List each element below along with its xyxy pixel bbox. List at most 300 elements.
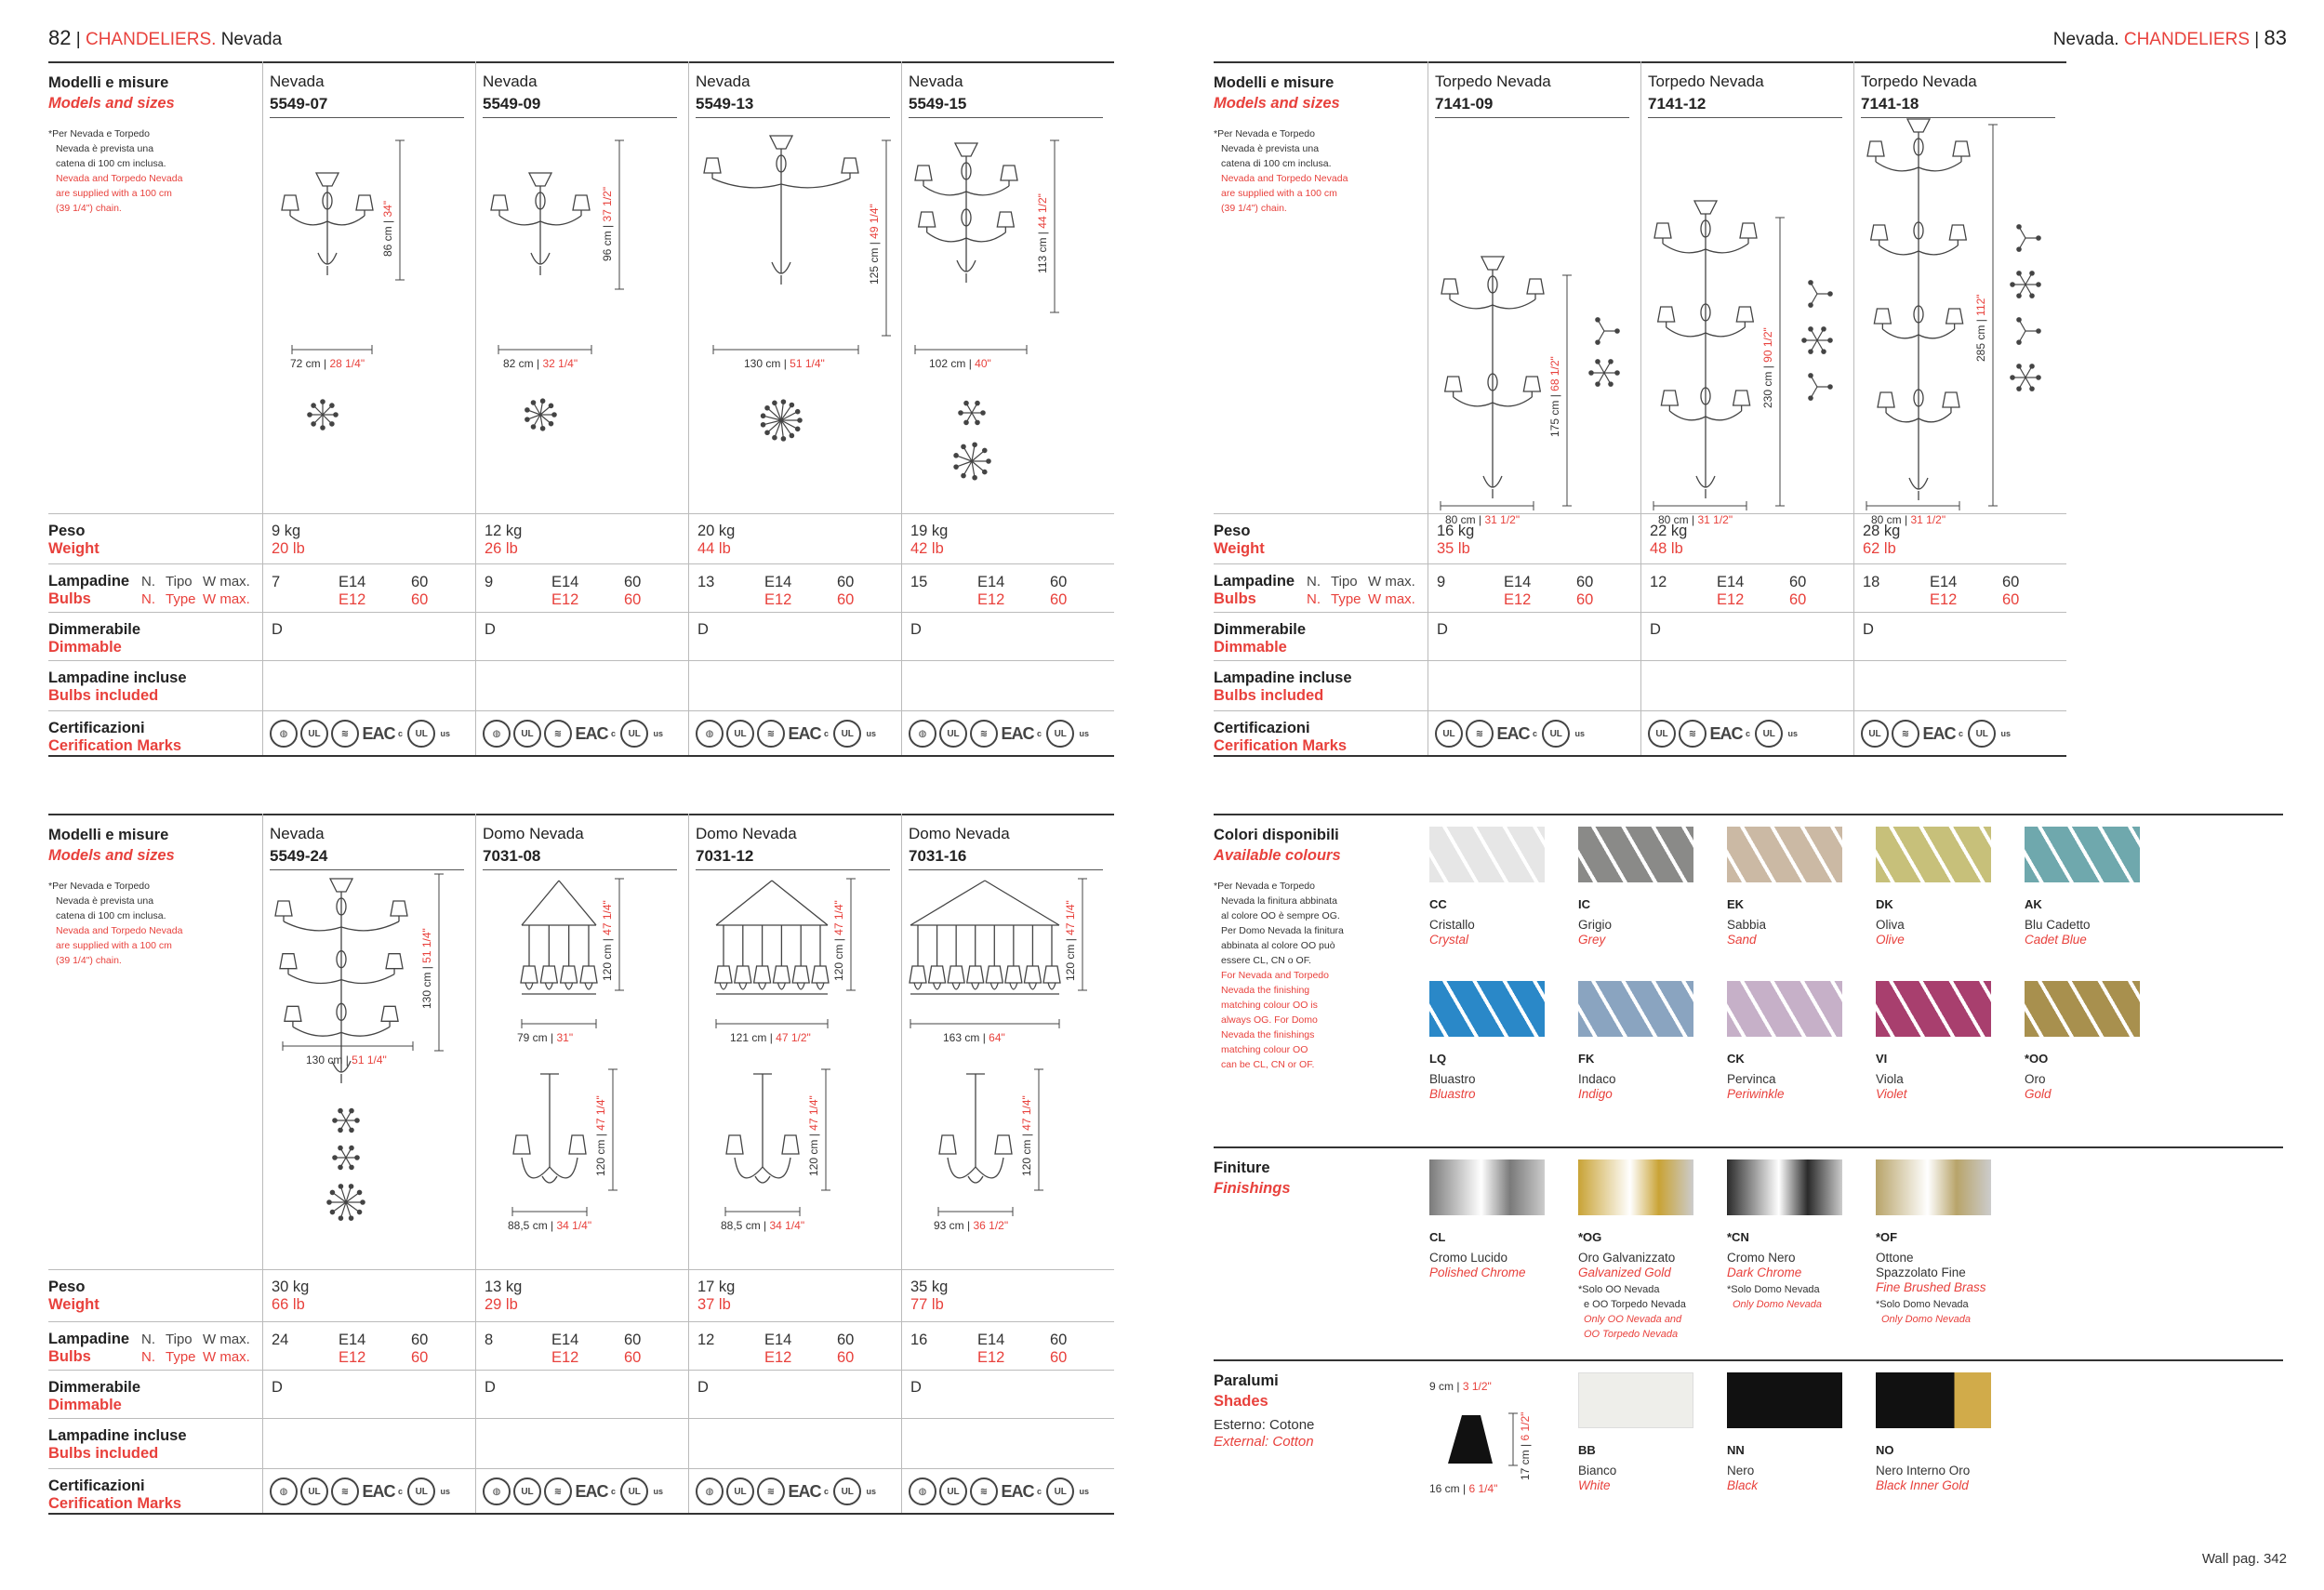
weight-kg: 20 kg	[697, 523, 736, 539]
finish-note-en: Only Domo Nevada	[1881, 1314, 1971, 1325]
bulbs-count: 9	[485, 574, 494, 590]
dimension-width	[517, 1031, 573, 1044]
dim-sep: |	[547, 1031, 557, 1044]
weight-kg: 19 kg	[910, 523, 949, 539]
cul-ul: UL	[833, 1477, 861, 1505]
dimension-height	[1036, 193, 1049, 273]
weight-label-it: Peso	[48, 1279, 86, 1295]
bulbs-type-en: E12	[977, 1349, 1005, 1366]
bulbs-included-label-en: Bulbs included	[48, 1445, 159, 1462]
bulbs-header-bulbs_tipo_it: Tipo	[1331, 574, 1358, 590]
table-row-rule	[48, 660, 1114, 661]
ul-mark-icon: UL	[513, 720, 541, 748]
bulbs-header-bulbs_tipo_it: Tipo	[166, 574, 193, 590]
saa-mark-icon: ◍	[270, 720, 298, 748]
model-name: Torpedo Nevada	[1435, 73, 1551, 90]
weight-lb: 62 lb	[1863, 540, 1896, 557]
chain-note-en-line: Nevada and Torpedo Nevada	[56, 173, 183, 184]
finish-name-it: Cromo Nero	[1727, 1251, 1796, 1265]
colour-code: *OO	[2025, 1052, 2049, 1066]
colour-name-it: Sabbia	[1727, 918, 1767, 932]
eac-mark-icon: EAC	[1709, 723, 1743, 743]
bulbs-type-it: E14	[551, 1332, 579, 1348]
saa-mark-icon: ◍	[696, 1477, 724, 1505]
cul-ul: UL	[620, 720, 648, 748]
colour-name-en: Olive	[1876, 933, 1905, 947]
ul-mark-icon: UL	[726, 720, 754, 748]
dimension-height-cm: 125 cm	[868, 247, 881, 285]
chandelier-drawing	[475, 814, 688, 1269]
table-row-rule	[48, 612, 1114, 613]
table-row-rule	[48, 1513, 1114, 1515]
dimension-height-cm: 230 cm	[1761, 371, 1774, 408]
dimmable-value: D	[485, 1379, 496, 1396]
cul-us: us	[2000, 729, 2011, 738]
chain-note	[1214, 126, 1362, 216]
bulbs-type-en: E12	[764, 1349, 792, 1366]
bulbs-watt-it: 60	[837, 1332, 855, 1348]
finish-note-it: *Solo Domo Nevada	[1876, 1299, 1969, 1310]
dimension-height	[868, 204, 881, 285]
page-header-left	[48, 26, 282, 50]
bulbs-header-bulbs_w_it: W max.	[203, 1332, 250, 1347]
bulbs-header-bulbs_w_it: W max.	[1368, 574, 1415, 590]
dimmable-label-en: Dimmable	[1214, 639, 1287, 656]
dim-sep: |	[1459, 1482, 1469, 1495]
shade-name-en: Black	[1727, 1478, 1759, 1492]
bulbs-type-en: E12	[339, 591, 366, 608]
cul-c: c	[1959, 729, 1964, 738]
model-header	[1648, 73, 1842, 118]
dimension-height-pendant-in: 47 1/4"	[807, 1095, 820, 1131]
cul-us-mark-icon	[824, 720, 876, 748]
model-code: 7031-08	[483, 847, 677, 870]
bulbs-header-bulbs_n_en: N.	[1307, 591, 1321, 607]
shade-bottom-cm: 16 cm	[1429, 1482, 1460, 1495]
bulbs-watt-it: 60	[2002, 574, 2020, 590]
dimmable-value: D	[697, 1379, 709, 1396]
finish-name-en: Galvanized Gold	[1578, 1265, 1671, 1279]
chain-note-en-line: Nevada and Torpedo Nevada	[1221, 173, 1348, 184]
certification-marks	[909, 1477, 1089, 1505]
certification-marks	[270, 1477, 450, 1505]
weight-kg: 12 kg	[485, 523, 523, 539]
shades-sub-it: Esterno: Cotone	[1214, 1417, 1315, 1433]
section-top-rule	[1214, 1359, 2283, 1361]
bulbs-watt-it: 60	[411, 1332, 429, 1348]
model-code: 7141-12	[1648, 95, 1842, 118]
weight-kg: 9 kg	[272, 523, 301, 539]
cul-c: c	[611, 1487, 617, 1496]
dimension-width-pendant-cm: 93 cm	[934, 1219, 964, 1232]
shade-name-en: Black Inner Gold	[1876, 1478, 1969, 1492]
bulbs-watt-it: 60	[411, 574, 429, 590]
dimension-width-pendant-in: 36 1/2"	[973, 1219, 1009, 1232]
bulbs-header-bulbs_n_en: N.	[141, 591, 155, 607]
bulbs-type-it: E14	[977, 1332, 1005, 1348]
dimmable-value: D	[1863, 621, 1874, 638]
dim-sep: |	[1454, 1380, 1463, 1393]
finish-code: *OF	[1876, 1230, 1898, 1244]
cul-us-mark-icon	[1533, 720, 1585, 748]
colour-code: LQ	[1429, 1052, 1447, 1066]
dimension-height-in: 34"	[381, 200, 394, 218]
cul-c: c	[1746, 729, 1751, 738]
dimension-width-in: 31 1/2"	[1697, 513, 1733, 526]
colour-name-it: Cristallo	[1429, 918, 1475, 932]
model-column	[688, 61, 901, 513]
bulbs-watt-en: 60	[1789, 591, 1807, 608]
models-label-it: Modelli e misure	[1214, 74, 1335, 91]
dim-sep: |	[780, 357, 790, 370]
dimension-height	[601, 187, 614, 261]
weight-label-en: Weight	[48, 1296, 100, 1313]
dimension-width-in: 31 1/2"	[1484, 513, 1521, 526]
dimension-width	[929, 357, 991, 370]
spec-table-nevada-domo	[48, 814, 1118, 1520]
model-header	[909, 73, 1103, 118]
dimension-width-pendant	[934, 1219, 1008, 1232]
colours-note-en-line: matching colour OO is	[1221, 1000, 1318, 1011]
dimension-width-in: 31 1/2"	[1910, 513, 1946, 526]
bulbs-type-it: E14	[339, 574, 366, 590]
finish-name-en: Polished Chrome	[1429, 1265, 1526, 1279]
shades-title-it: Paralumi	[1214, 1372, 1279, 1389]
dimension-width	[744, 357, 825, 370]
model-column	[901, 61, 1114, 513]
cul-c: c	[824, 1487, 830, 1496]
bulbs-type-it: E14	[1717, 574, 1745, 590]
bulbs-header-bulbs_tipo_en: Type	[1331, 591, 1361, 607]
ccc-mark-icon: ≋	[331, 1477, 359, 1505]
header-section-left: CHANDELIERS.	[85, 30, 217, 49]
finish-name-it: Oro Galvanizzato	[1578, 1251, 1676, 1265]
finish-note-en-2: OO Torpedo Nevada	[1584, 1329, 1679, 1340]
shade-top-cm: 9 cm	[1429, 1380, 1454, 1393]
colours-note-it-line: essere CL, CN o OF.	[1221, 955, 1311, 966]
dimension-width	[503, 357, 578, 370]
dim-sep: |	[979, 1031, 989, 1044]
dimmable-label-it: Dimmerabile	[48, 621, 141, 638]
finish-swatch	[1429, 1159, 1545, 1215]
chain-note-en-line: Nevada and Torpedo Nevada	[56, 925, 183, 936]
eac-mark-icon: EAC	[1001, 1481, 1034, 1501]
finish-name-it-2: Spazzolato Fine	[1876, 1265, 1966, 1279]
weight-kg: 16 kg	[1437, 523, 1475, 539]
shade-top-dimension	[1429, 1380, 1492, 1393]
cul-us-mark-icon	[1037, 1477, 1089, 1505]
colours-note-en-line: For Nevada and Torpedo	[1221, 970, 1329, 981]
bulbs-type-it: E14	[1930, 574, 1958, 590]
chain-note	[48, 126, 197, 216]
dimmable-value: D	[485, 621, 496, 638]
weight-lb: 37 lb	[697, 1296, 731, 1313]
colours-note-en-line: Nevada the finishings	[1221, 1029, 1315, 1040]
ul-mark-icon: UL	[939, 1477, 967, 1505]
model-column	[1853, 61, 2066, 526]
certification-label-it: Certificazioni	[48, 720, 145, 736]
dimmable-value: D	[272, 621, 283, 638]
bulbs-type-en: E12	[551, 1349, 579, 1366]
bulbs-count: 24	[272, 1332, 289, 1348]
dim-sep: |	[807, 1130, 820, 1140]
dim-sep: |	[320, 357, 330, 370]
weight-lb: 44 lb	[697, 540, 731, 557]
models-label-en: Models and sizes	[48, 95, 175, 112]
cul-us-mark-icon	[611, 720, 663, 748]
bulbs-count: 16	[910, 1332, 928, 1348]
bulbs-watt-it: 60	[1576, 574, 1594, 590]
page-number-right: 83	[2264, 26, 2287, 49]
dimension-height-cm: 120 cm	[832, 944, 845, 981]
bulbs-type-it: E14	[764, 1332, 792, 1348]
colours-note-en-line: can be CL, CN or OF.	[1221, 1059, 1315, 1070]
finish-name-it: Ottone	[1876, 1251, 1914, 1265]
bulbs-header-bulbs_w_en: W max.	[203, 1349, 250, 1365]
ccc-mark-icon: ≋	[1466, 720, 1494, 748]
dimension-width-in: 40"	[975, 357, 991, 370]
bulbs-watt-it: 60	[624, 574, 642, 590]
weight-label-en: Weight	[1214, 540, 1265, 557]
header-name-left: Nevada	[220, 30, 283, 49]
dim-sep: |	[832, 934, 845, 945]
certification-marks	[909, 720, 1089, 748]
bulbs-watt-en: 60	[2002, 591, 2020, 608]
model-name: Nevada	[270, 825, 325, 842]
header-divider: |	[2254, 30, 2264, 49]
finish-note-it-2: e OO Torpedo Nevada	[1584, 1299, 1686, 1310]
dim-sep: |	[420, 962, 433, 973]
certification-marks	[483, 720, 663, 748]
dimension-width-in: 64"	[989, 1031, 1005, 1044]
chain-note-it-line: *Per Nevada e Torpedo	[48, 128, 150, 139]
eac-mark-icon: EAC	[575, 1481, 608, 1501]
dimmable-value: D	[1437, 621, 1448, 638]
dimension-height-in: 90 1/2"	[1761, 327, 1774, 363]
cul-us-mark-icon	[1959, 720, 2011, 748]
dimension-width-in: 51 1/4"	[790, 357, 825, 370]
dim-sep: |	[963, 1219, 974, 1232]
colour-code: CK	[1727, 1052, 1745, 1066]
dimmable-label-it: Dimmerabile	[48, 1379, 141, 1396]
dim-sep: |	[1475, 513, 1485, 526]
ccc-mark-icon: ≋	[757, 720, 785, 748]
chandelier-drawing	[1853, 61, 2066, 513]
model-header	[483, 73, 677, 118]
dimension-height-pendant-cm: 120 cm	[1020, 1139, 1033, 1176]
section-top-rule	[1214, 814, 2283, 815]
dimension-height-in: 49 1/4"	[868, 204, 881, 239]
colour-swatch	[2025, 981, 2140, 1037]
dimension-width	[943, 1031, 1005, 1044]
bulbs-watt-it: 60	[837, 574, 855, 590]
cul-c: c	[398, 1487, 404, 1496]
dimension-width-cm: 80 cm	[1871, 513, 1902, 526]
dimension-height	[420, 928, 433, 1009]
chain-note	[48, 879, 197, 968]
dimension-width-pendant-cm: 88,5 cm	[721, 1219, 761, 1232]
cul-us-mark-icon	[1746, 720, 1798, 748]
colours-note-it-line: Per Domo Nevada la finitura	[1221, 925, 1344, 936]
weight-label-it: Peso	[1214, 523, 1251, 539]
certification-marks	[1648, 720, 1798, 748]
cul-c: c	[1037, 729, 1042, 738]
bulbs-watt-it: 60	[1050, 1332, 1068, 1348]
bulbs-watt-en: 60	[837, 1349, 855, 1366]
bulbs-type-it: E14	[551, 574, 579, 590]
colours-note-it-line: Nevada la finitura abbinata	[1221, 895, 1337, 907]
table-row-rule	[48, 710, 1114, 711]
dim-sep: |	[601, 221, 614, 232]
finish-code: *CN	[1727, 1230, 1749, 1244]
cul-us: us	[866, 1487, 876, 1496]
shades-title-en: Shades	[1214, 1393, 1268, 1410]
colour-swatch	[1578, 981, 1693, 1037]
weight-kg: 22 kg	[1650, 523, 1688, 539]
bulbs-included-label-it: Lampadine incluse	[48, 669, 187, 686]
dimension-width-cm: 72 cm	[290, 357, 321, 370]
finishes-title-en: Finishings	[1214, 1180, 1291, 1197]
dimension-height-pendant-in: 47 1/4"	[1020, 1095, 1033, 1131]
finish-note-en: Only OO Nevada and	[1584, 1314, 1682, 1325]
footer-wall-reference: Wall pag. 342	[2201, 1551, 2287, 1567]
dimension-height-cm: 86 cm	[381, 226, 394, 257]
bulbs-type-en: E12	[339, 1349, 366, 1366]
dimension-width-cm: 130 cm	[306, 1053, 343, 1067]
cul-us: us	[440, 729, 450, 738]
colour-swatch	[1429, 981, 1545, 1037]
dim-sep: |	[965, 357, 976, 370]
chandelier-drawing	[688, 61, 901, 513]
colour-name-it: Indaco	[1578, 1072, 1616, 1086]
cul-c: c	[398, 729, 404, 738]
colour-name-en: Violet	[1876, 1087, 1907, 1101]
dim-sep: |	[533, 357, 543, 370]
chain-note-en-line: are supplied with a 100 cm	[56, 940, 172, 951]
dimmable-label-en: Dimmable	[48, 1397, 122, 1413]
dimension-width-cm: 82 cm	[503, 357, 534, 370]
colours-note-it-line: abbinata al colore OO può	[1221, 940, 1335, 951]
model-column	[475, 61, 688, 513]
model-column	[1640, 61, 1853, 526]
bulbs-type-it: E14	[1504, 574, 1532, 590]
chain-note-it-line: Nevada è prevista una	[1221, 143, 1320, 154]
model-name: Torpedo Nevada	[1648, 73, 1764, 90]
dim-sep: |	[1548, 391, 1561, 401]
finishes-title-it: Finiture	[1214, 1159, 1270, 1176]
bulbs-watt-en: 60	[624, 1349, 642, 1366]
colour-name-it: Oro	[2025, 1072, 2046, 1086]
chain-note-it-line: catena di 100 cm inclusa.	[56, 910, 166, 921]
colour-swatch	[1876, 981, 1991, 1037]
colour-code: IC	[1578, 897, 1590, 911]
bulbs-label-en: Bulbs	[48, 1348, 91, 1365]
bulbs-included-label-it: Lampadine incluse	[48, 1427, 187, 1444]
dimension-width-cm: 121 cm	[730, 1031, 767, 1044]
model-header	[483, 825, 677, 870]
weight-lb: 66 lb	[272, 1296, 305, 1313]
cul-c: c	[1037, 1487, 1042, 1496]
colours-note-it-line: *Per Nevada e Torpedo	[1214, 881, 1315, 892]
dimension-height	[1761, 327, 1774, 408]
bulbs-included-label-it: Lampadine incluse	[1214, 669, 1352, 686]
colours-note-en-line: Nevada the finishing	[1221, 985, 1310, 996]
shade-name-it: Bianco	[1578, 1464, 1617, 1477]
colour-code: FK	[1578, 1052, 1595, 1066]
bulbs-header-bulbs_n_it: N.	[141, 574, 155, 590]
colour-name-en: Cadet Blue	[2025, 933, 2087, 947]
bulbs-watt-en: 60	[624, 591, 642, 608]
dimension-width-in: 31"	[556, 1031, 574, 1044]
saa-mark-icon: ◍	[909, 1477, 936, 1505]
colour-name-it: Oliva	[1876, 918, 1905, 932]
bulbs-header-bulbs_n_it: N.	[1307, 574, 1321, 590]
bulbs-type-en: E12	[1930, 591, 1958, 608]
cul-ul: UL	[1046, 720, 1074, 748]
bulbs-header-bulbs_n_it: N.	[141, 1332, 155, 1347]
cul-c: c	[1533, 729, 1538, 738]
colour-name-it: Viola	[1876, 1072, 1904, 1086]
dim-sep: |	[381, 217, 394, 227]
bulbs-header-bulbs_tipo_it: Tipo	[166, 1332, 193, 1347]
bulbs-watt-en: 60	[1050, 591, 1068, 608]
dimension-width-cm: 102 cm	[929, 357, 966, 370]
bulbs-header-bulbs_w_it: W max.	[203, 574, 250, 590]
ccc-mark-icon: ≋	[757, 1477, 785, 1505]
weight-lb: 35 lb	[1437, 540, 1470, 557]
finish-swatch	[1727, 1159, 1842, 1215]
bulbs-type-it: E14	[764, 574, 792, 590]
page-number-left: 82	[48, 26, 72, 49]
dimension-height	[1064, 900, 1077, 981]
bulbs-type-it: E14	[977, 574, 1005, 590]
ccc-mark-icon: ≋	[1679, 720, 1706, 748]
cul-ul: UL	[1968, 720, 1996, 748]
certification-label-en: Cerification Marks	[48, 1495, 182, 1512]
cul-us-mark-icon	[611, 1477, 663, 1505]
cul-ul: UL	[833, 720, 861, 748]
eac-mark-icon: EAC	[788, 1481, 821, 1501]
model-header	[1861, 73, 2055, 118]
chain-note-it-line: *Per Nevada e Torpedo	[1214, 128, 1315, 139]
finish-name-en: Dark Chrome	[1727, 1265, 1802, 1279]
dimension-height-in: 44 1/2"	[1036, 192, 1049, 229]
shade-code: NO	[1876, 1443, 1894, 1457]
weight-lb: 48 lb	[1650, 540, 1683, 557]
model-header	[270, 73, 464, 118]
finish-code: *OG	[1578, 1230, 1602, 1244]
dim-sep: |	[1020, 1130, 1033, 1140]
eac-mark-icon: EAC	[575, 723, 608, 743]
colour-name-en: Periwinkle	[1727, 1087, 1785, 1101]
bulbs-type-en: E12	[764, 591, 792, 608]
model-header	[270, 825, 464, 870]
dimension-width-pendant	[508, 1219, 591, 1232]
bulbs-watt-en: 60	[1050, 1349, 1068, 1366]
ccc-mark-icon: ≋	[544, 720, 572, 748]
model-column	[688, 814, 901, 1269]
shade-code: BB	[1578, 1443, 1596, 1457]
model-name: Domo Nevada	[909, 825, 1010, 842]
chain-note-it-line: catena di 100 cm inclusa.	[1221, 158, 1332, 169]
cul-us: us	[1574, 729, 1585, 738]
dimension-height-cm: 120 cm	[601, 944, 614, 981]
bulbs-label-en: Bulbs	[48, 590, 91, 607]
cul-us: us	[1079, 729, 1089, 738]
colours-title-it: Colori disponibili	[1214, 827, 1339, 843]
dim-sep: |	[547, 1219, 557, 1232]
shade-code: NN	[1727, 1443, 1745, 1457]
